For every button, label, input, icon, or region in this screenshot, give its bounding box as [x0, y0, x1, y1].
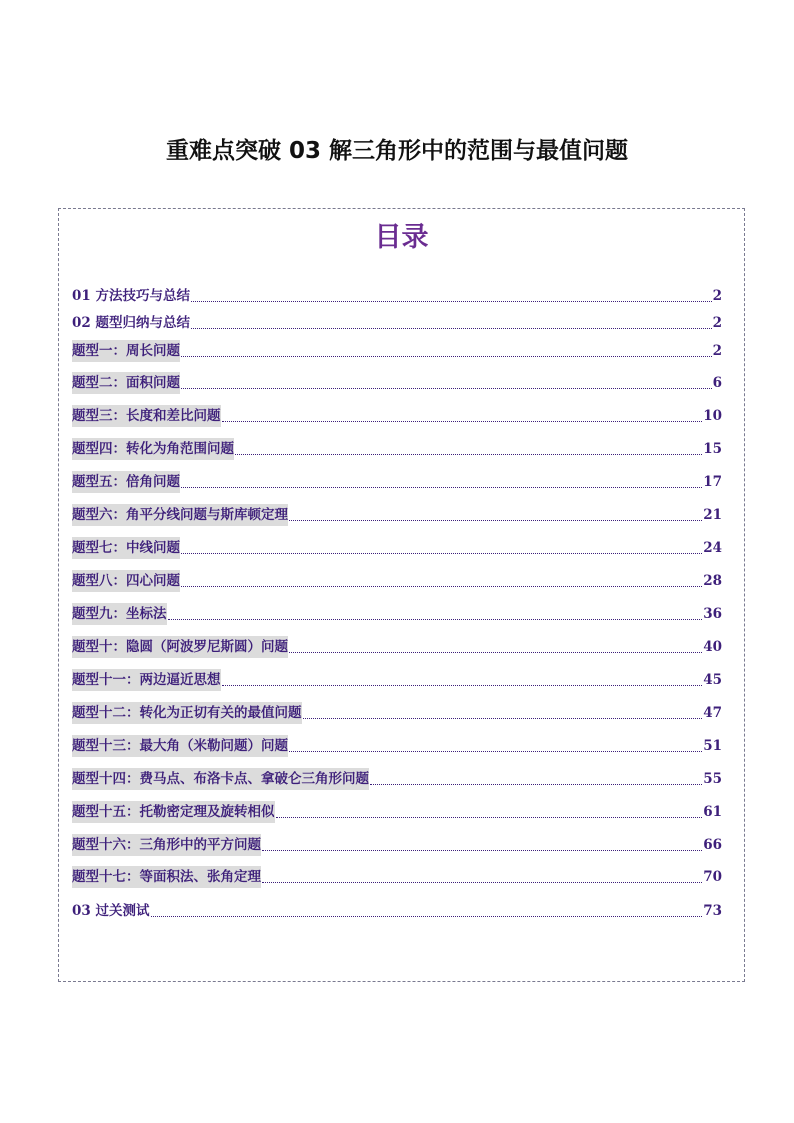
toc-entry[interactable]	[72, 898, 722, 922]
toc-entry-page: 24	[703, 540, 722, 556]
toc-entry-label: 03 过关测试	[72, 903, 150, 919]
toc-dot-leader	[181, 356, 712, 357]
toc-dot-leader	[151, 916, 703, 917]
toc-entry[interactable]	[72, 535, 722, 559]
toc-heading: 目录	[374, 222, 429, 253]
toc-entry-page: 47	[703, 705, 722, 721]
toc-entry-label: 题型八：四心问题	[72, 570, 180, 592]
toc-dot-leader	[289, 751, 702, 752]
toc-entry[interactable]	[72, 469, 722, 493]
toc-entry-page: 55	[703, 771, 722, 787]
toc-entry-label: 题型十六：三角形中的平方问题	[72, 834, 261, 856]
toc-entry-page: 28	[703, 573, 722, 589]
toc-entry-label: 题型十三：最大角（米勒问题）问题	[72, 735, 288, 757]
toc-entry-page: 66	[703, 837, 722, 853]
toc-entry[interactable]	[72, 568, 722, 592]
toc-entry-label: 题型十二：转化为正切有关的最值问题	[72, 702, 302, 724]
toc-entry-page: 2	[712, 343, 722, 359]
toc-entry-page: 40	[703, 639, 722, 655]
toc-entry[interactable]	[72, 864, 722, 888]
toc-entry-label: 01 方法技巧与总结	[72, 288, 190, 304]
toc-entry-page: 10	[703, 408, 722, 424]
toc-entry-page: 70	[703, 869, 722, 885]
page-title: 重难点突破 03 解三角形中的范围与最值问题	[165, 138, 629, 164]
toc-dot-leader	[222, 421, 703, 422]
toc-dot-leader	[262, 882, 702, 883]
toc-entry-page: 2	[712, 315, 722, 331]
toc-entry-label: 02 题型归纳与总结	[72, 315, 190, 331]
toc-entry-page: 17	[703, 474, 722, 490]
toc-dot-leader	[168, 619, 703, 620]
toc-dot-leader	[276, 817, 703, 818]
toc-dot-leader	[222, 685, 703, 686]
toc-entry[interactable]	[72, 370, 722, 394]
toc-entry[interactable]	[72, 799, 722, 823]
toc-entry[interactable]	[72, 733, 722, 757]
toc-dot-leader	[262, 850, 702, 851]
toc-dot-leader	[289, 520, 702, 521]
table-of-contents	[58, 208, 745, 982]
toc-entry[interactable]	[72, 403, 722, 427]
toc-entry-label: 题型三：长度和差比问题	[72, 405, 221, 427]
toc-entry-label: 题型十五：托勒密定理及旋转相似	[72, 801, 275, 823]
toc-entry-label: 题型二：面积问题	[72, 372, 180, 394]
toc-entry-page: 15	[703, 441, 722, 457]
toc-entry-label: 题型四：转化为角范围问题	[72, 438, 234, 460]
toc-entry[interactable]	[72, 832, 722, 856]
toc-entry-label: 题型五：倍角问题	[72, 471, 180, 493]
toc-dot-leader	[191, 301, 712, 302]
toc-entry-label: 题型九：坐标法	[72, 603, 167, 625]
toc-dot-leader	[181, 586, 702, 587]
toc-entry[interactable]	[72, 338, 722, 362]
toc-entry-label: 题型十七：等面积法、张角定理	[72, 866, 261, 888]
toc-entry[interactable]	[72, 766, 722, 790]
toc-entry-page: 36	[703, 606, 722, 622]
toc-entry[interactable]	[72, 634, 722, 658]
toc-entry-label: 题型六：角平分线问题与斯库顿定理	[72, 504, 288, 526]
toc-entry-page: 73	[703, 903, 722, 919]
toc-entry-label: 题型一：周长问题	[72, 340, 180, 362]
toc-dot-leader	[181, 553, 702, 554]
toc-entry-label: 题型十四：费马点、布洛卡点、拿破仑三角形问题	[72, 768, 369, 790]
toc-entry[interactable]	[72, 667, 722, 691]
toc-dot-leader	[303, 718, 703, 719]
toc-entry-page: 6	[712, 375, 722, 391]
toc-entry-page: 51	[703, 738, 722, 754]
toc-entry[interactable]	[72, 502, 722, 526]
toc-entry-page: 2	[712, 288, 722, 304]
toc-entry[interactable]	[72, 310, 722, 334]
toc-entry-label: 题型十一：两边逼近思想	[72, 669, 221, 691]
toc-dot-leader	[191, 328, 712, 329]
toc-entry[interactable]	[72, 283, 722, 307]
toc-entry-page: 45	[703, 672, 722, 688]
toc-entry-label: 题型十：隐圆（阿波罗尼斯圆）问题	[72, 636, 288, 658]
toc-dot-leader	[370, 784, 702, 785]
toc-dot-leader	[235, 454, 702, 455]
toc-entry[interactable]	[72, 601, 722, 625]
toc-dot-leader	[181, 487, 702, 488]
toc-entry-page: 21	[703, 507, 722, 523]
toc-entry-page: 61	[703, 804, 722, 820]
toc-entry[interactable]	[72, 436, 722, 460]
toc-dot-leader	[289, 652, 702, 653]
toc-entry[interactable]	[72, 700, 722, 724]
toc-entry-label: 题型七：中线问题	[72, 537, 180, 559]
toc-dot-leader	[181, 388, 712, 389]
